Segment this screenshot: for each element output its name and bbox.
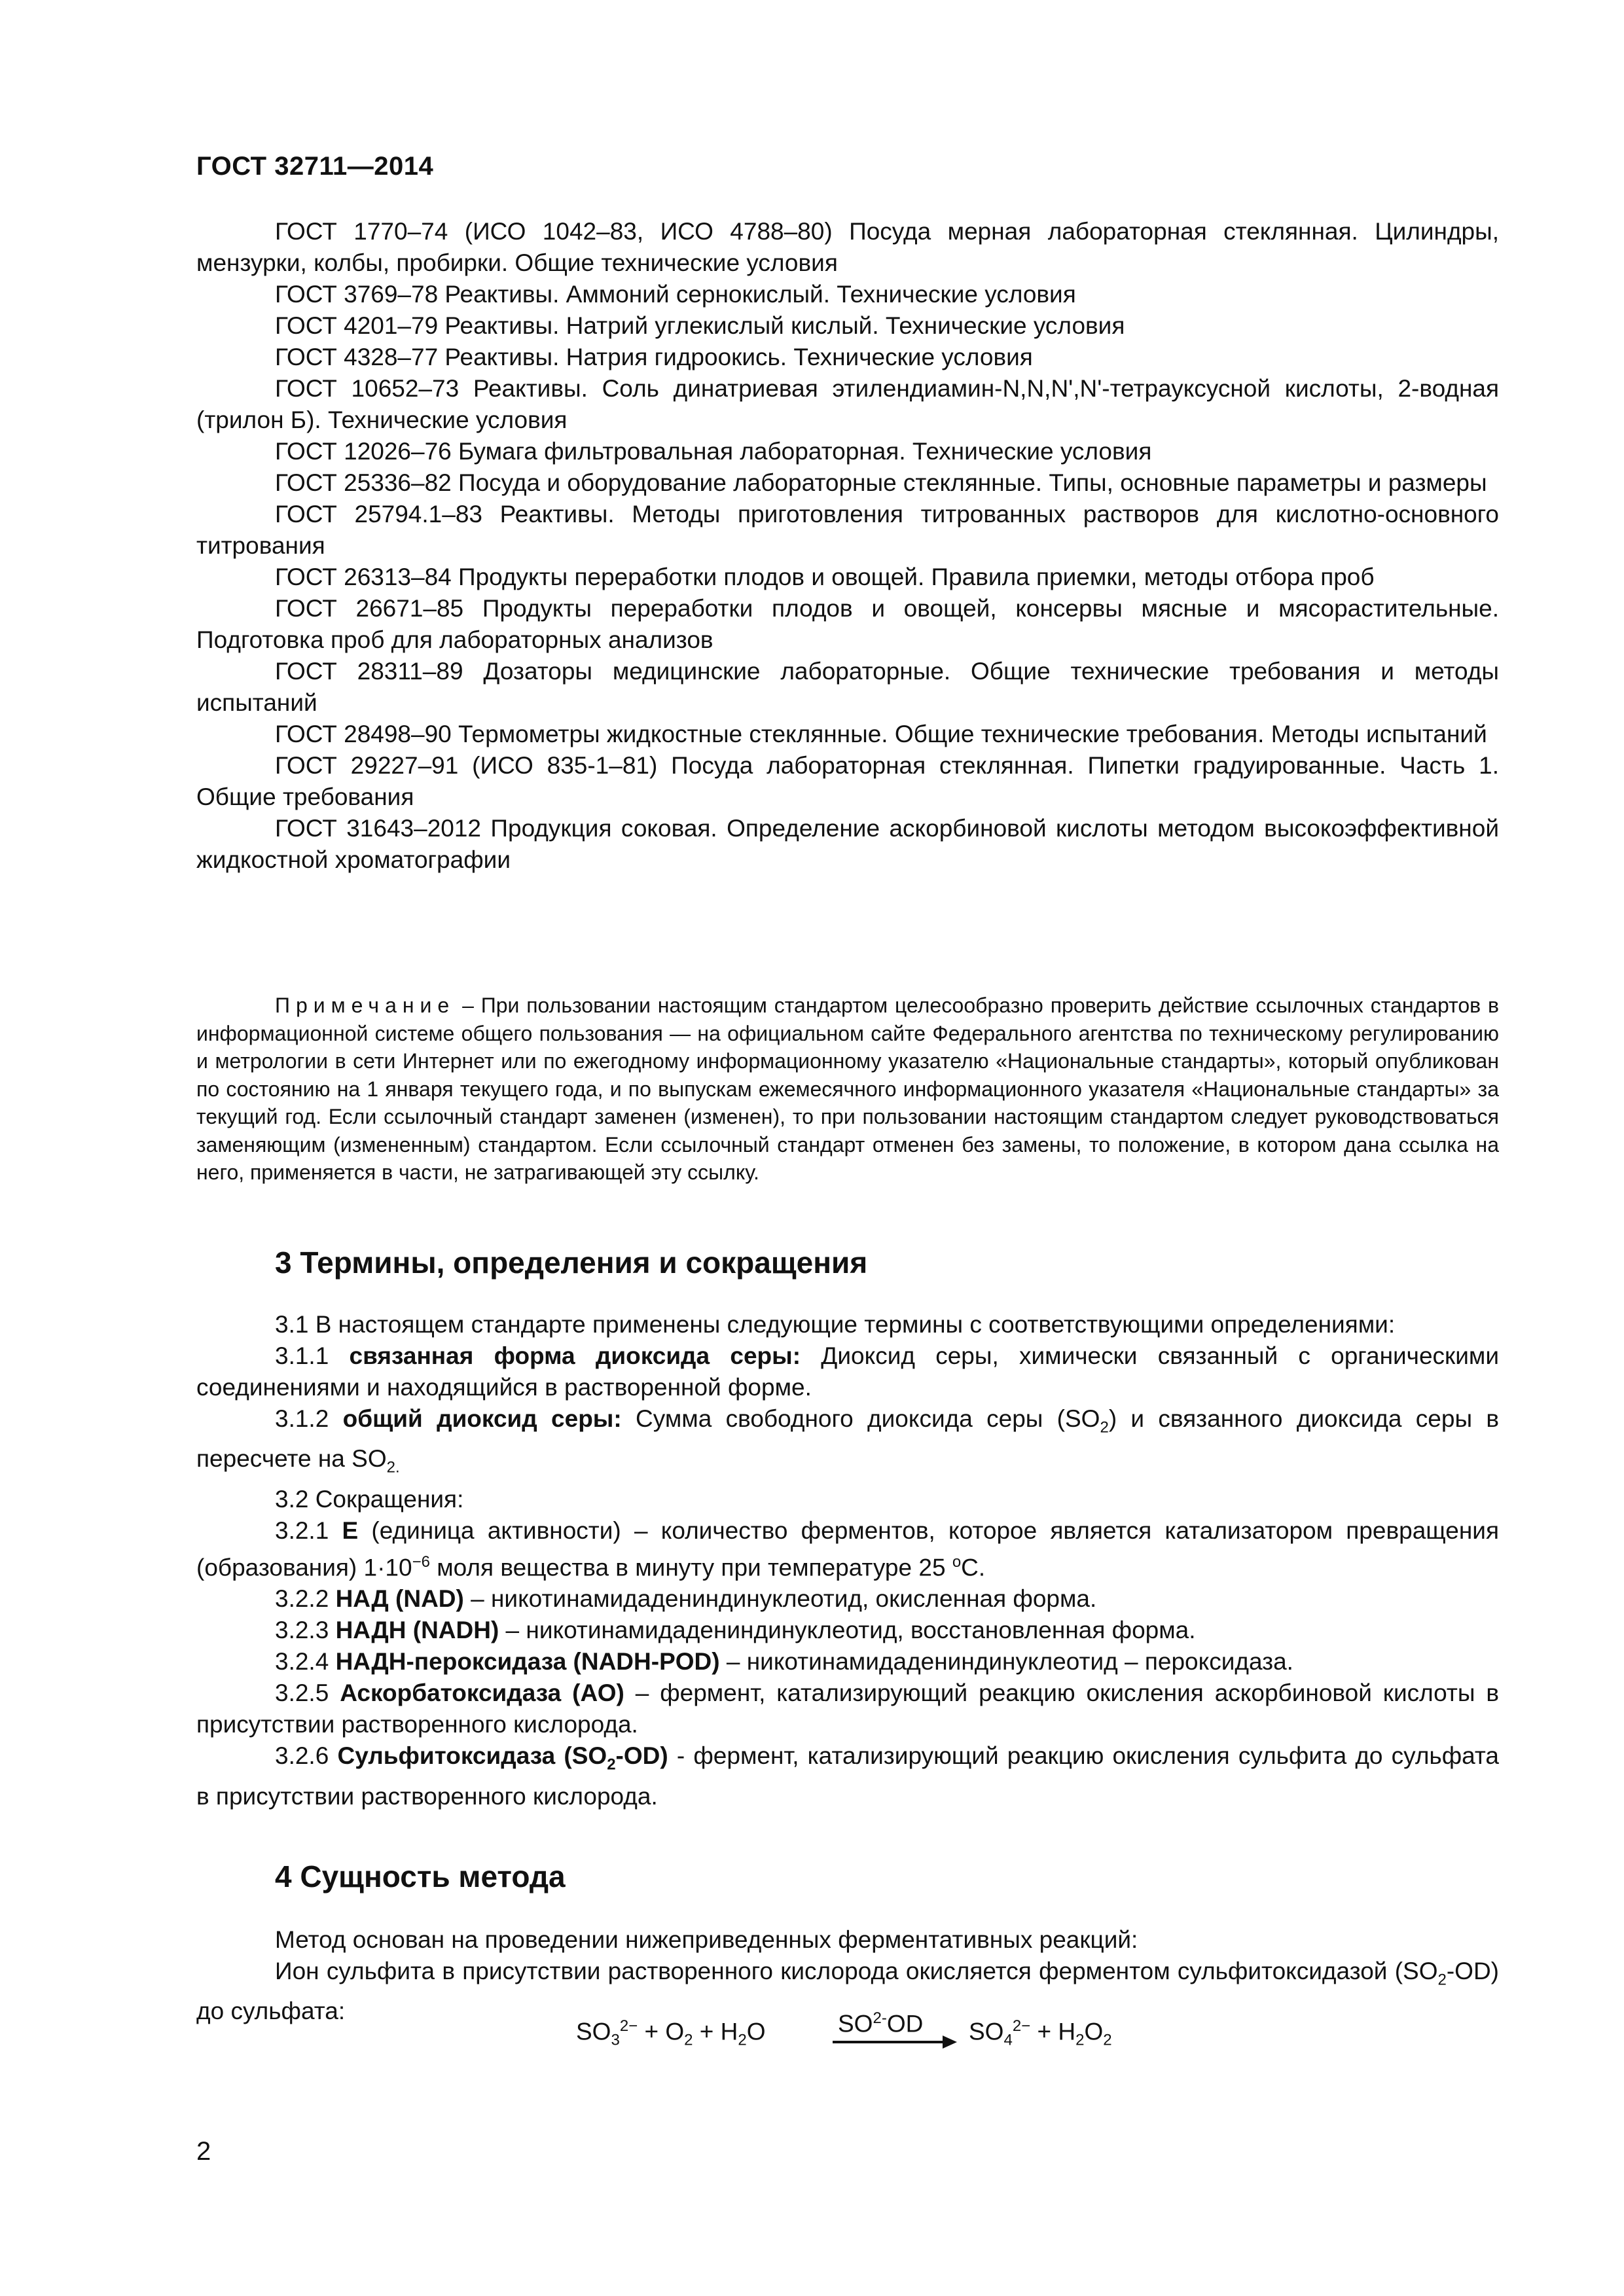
method-paragraph-2: Ион сульфита в присутствии растворенного кислорода окисляется ферментом сульфитоксидазой $(SO_2-OD)$ до сульфата: [196, 1958, 1499, 2025]
section-3-body [196, 1309, 1499, 1812]
abbr-3-2-3: 3.2.3 НАДН (NADH) – никотинамидадениндинуклеотид, восстановленная форма. [275, 1617, 1196, 1644]
reference-item: ГОСТ 25794.1–83 Реактивы. Методы приготовления титрованных растворов для кислотно-основного титрования [196, 501, 1499, 559]
reference-item: ГОСТ 4201–79 Реактивы. Натрий углекислый кислый. Технические условия [275, 312, 1125, 339]
reference-item: ГОСТ 10652–73 Реактивы. Соль динатриевая этилендиамин-N,N,N',N'-тетрауксусной кислоты, 2-водная (трилон Б). Технические условия [196, 375, 1499, 433]
document-header: ГОСТ 32711—2014 [196, 152, 434, 181]
section-3-heading: 3 Термины, определения и сокращения [275, 1246, 868, 1280]
abbreviations-title: 3.2 Сокращения: [275, 1485, 464, 1513]
reference-item: ГОСТ 29227–91 (ИСО 835-1–81) Посуда лабораторная стеклянная. Пипетки градуированные. Часть 1. Общие требования [196, 752, 1499, 810]
abbr-3-2-1: 3.2.1 Е (единица активности) – количество ферментов, которое является катализатором превращения (образования) $1\cdot 10^{-6}$ моля вещества в минуту при температуре 25 $^o$С. [196, 1516, 1500, 1581]
abbr-3-2-6: 3.2.6 Сульфитоксидаза $(SO_2-OD)$ - фермент, катализирующий реакцию окисления сульфита до сульфата в присутствии растворенного кислорода. [196, 1742, 1500, 1810]
reference-item: ГОСТ 28498–90 Термометры жидкостные стеклянные. Общие технические требования. Методы испытаний [275, 721, 1487, 747]
reference-item: ГОСТ 1770–74 (ИСО 1042–83, ИСО 4788–80) Посуда мерная лабораторная стеклянная. Цилиндры, мензурки, колбы, пробирки. Общие технические условия [196, 218, 1499, 276]
note-paragraph [196, 992, 1499, 1187]
equation-reactants: $SO_3^{2-} + O_2 + H_2O$ [576, 2017, 766, 2049]
reference-item: ГОСТ 3769–78 Реактивы. Аммоний сернокислый. Технические условия [275, 281, 1076, 308]
reference-item: ГОСТ 25336–82 Посуда и оборудование лабораторные стеклянные. Типы, основные параметры и размеры [275, 469, 1487, 496]
page-number: 2 [196, 2137, 211, 2166]
reference-item: ГОСТ 4328–77 Реактивы. Натрия гидроокись. Технические условия [275, 344, 1033, 370]
reaction-arrow-icon [0, 2001, 1624, 2080]
reference-item: ГОСТ 28311–89 Дозаторы медицинские лабораторные. Общие технические требования и методы испытаний [196, 658, 1499, 716]
abbr-3-2-5: 3.2.5 Аскорбатоксидаза (АО) – фермент, катализирующий реакцию окисления аскорбиновой кислоты в присутствии растворенного кислорода. [196, 1679, 1499, 1738]
section-4-heading: 4 Сущность метода [275, 1859, 566, 1893]
normative-references-list [196, 216, 1499, 876]
terms-intro: 3.1 В настоящем стандарте применены следующие термины с соответствующими определениями: [275, 1311, 1396, 1338]
abbr-3-2-4: 3.2.4 НАДН-пероксидаза (NADH-POD) – никотинамидадениндинуклеотид – пероксидаза. [275, 1648, 1293, 1676]
term-3-1-2: 3.1.2 общий диоксид серы: Сумма свободного диоксида серы $(SO_2)$ и связанного диоксида серы в пересчете на $SO_{2.}$ [196, 1405, 1500, 1477]
equation-products: $SO_4^{2-} + H_2O_2$ [969, 2017, 1112, 2049]
reference-item: ГОСТ 26313–84 Продукты переработки плодов и овощей. Правила приемки, методы отбора проб [275, 564, 1375, 590]
reference-item: ГОСТ 12026–76 Бумага фильтровальная лабораторная. Технические условия [275, 438, 1152, 465]
equation-catalyst: $SO^{2-}OD$ [838, 2009, 924, 2037]
term-3-1-1: 3.1.1 связанная форма диоксида серы: Диоксид серы, химически связанный с органическими соединениями и находящийся в растворенной форме. [196, 1342, 1499, 1401]
reference-item: ГОСТ 31643–2012 Продукция соковая. Определение аскорбиновой кислоты методом высокоэффективной жидкостной хроматографии [196, 815, 1499, 873]
abbr-3-2-2: 3.2.2 НАД (NAD) – никотинамидадениндинуклеотид, окисленная форма. [275, 1585, 1097, 1613]
note-label: Примечание [275, 994, 456, 1017]
note-text: – При пользовании настоящим стандартом целесообразно проверить действие ссылочных стандартов в информационной системе общего пользования — на официальном сайте Федерального агентства по техническому регулированию и метрологии в сети Интернет или по ежегодному информационному указателю «Национальные стандарты», который опубликован по состоянию на 1 января текущего года, и по выпускам ежемесячного информационного указателя «Национальные стандарты» за текущий год. Если ссылочный стандарт заменен (изменен), то при пользовании настоящим стандартом следует руководствоваться заменяющим (измененным) стандартом. Если ссылочный стандарт отменен без замены, то положение, в котором дана ссылка на него, применяется в части, не затрагивающей эту ссылку. [196, 994, 1499, 1184]
reference-item: ГОСТ 26671–85 Продукты переработки плодов и овощей, консервы мясные и мясорастительные. Подготовка проб для лабораторных анализов [196, 595, 1499, 653]
method-paragraph-1: Метод основан на проведении нижеприведенных ферментативных реакций: [275, 1926, 1138, 1953]
